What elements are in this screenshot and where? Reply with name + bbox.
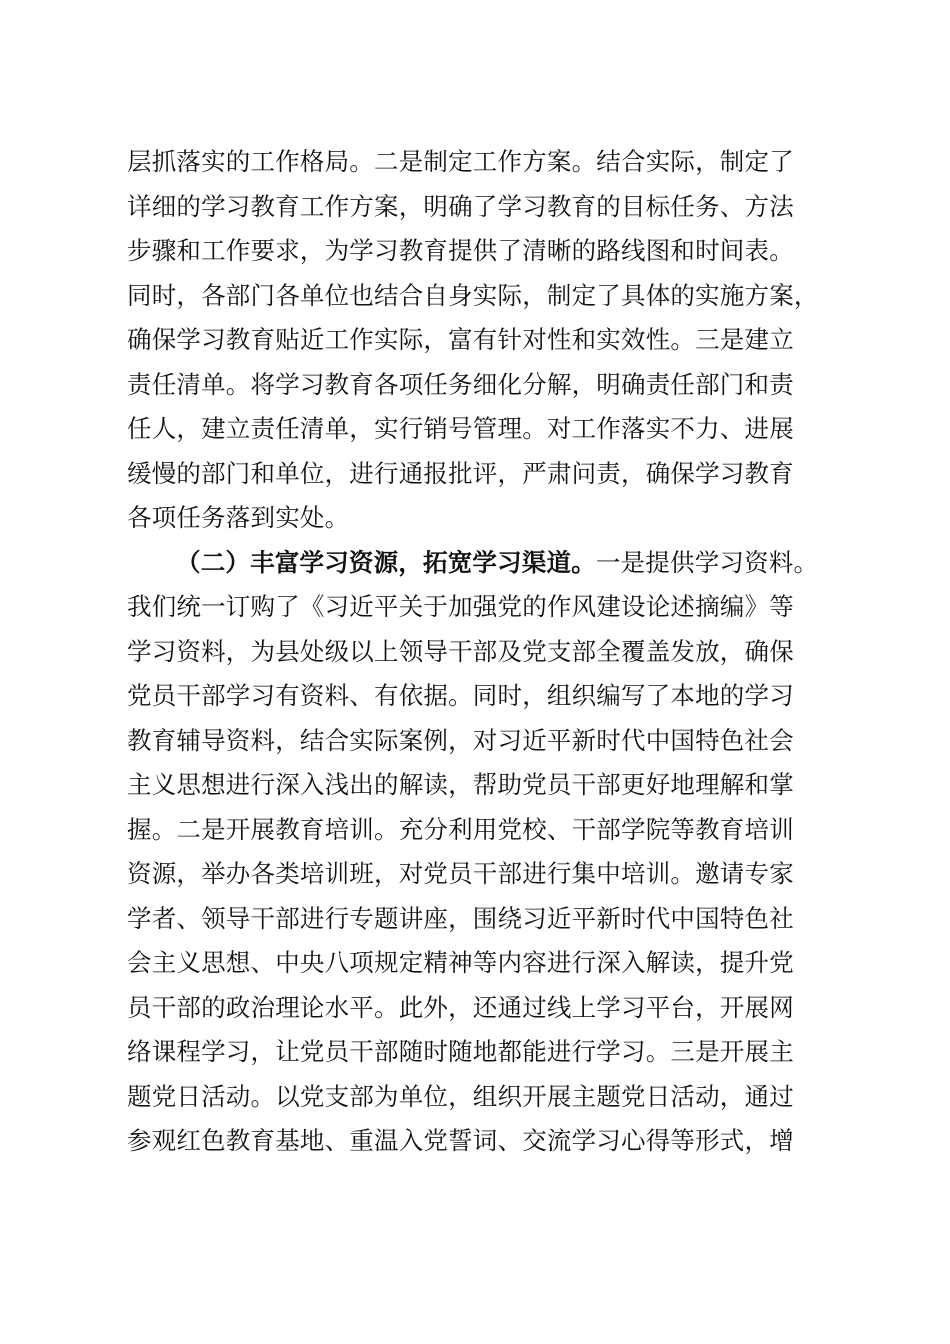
text-line: 主义思想进行深入浅出的解读，帮助党员干部更好地理解和掌: [127, 770, 794, 799]
text-line: 任人，建立责任清单，实行销号管理。对工作落实不力、进展: [127, 414, 794, 443]
text-line: 学习资料，为县处级以上领导干部及党支部全覆盖发放，确保: [127, 636, 794, 666]
text-line: 络课程学习，让党员干部随时随地都能进行学习。三是开展主: [127, 1037, 794, 1066]
text-line: 握。二是开展教育培训。充分利用党校、干部学院等教育培训: [127, 814, 794, 844]
text-line: 教育辅导资料，结合实际案例，对习近平新时代中国特色社会: [127, 725, 794, 755]
text-line: 参观红色教育基地、重温入党誓词、交流学习心得等形式，增: [127, 1126, 794, 1155]
text-line: 同时，各部门各单位也结合自身实际，制定了具体的实施方案，: [127, 280, 819, 310]
text-line: 缓慢的部门和单位，进行通报批评，严肃问责，确保学习教育: [127, 458, 794, 488]
text-line: 学者、领导干部进行专题讲座，围绕习近平新时代中国特色社: [127, 903, 794, 933]
text-line: 资源，举办各类培训班，对党员干部进行集中培训。邀请专家: [127, 859, 794, 888]
text-line-rest: 一是提供学习资料。: [595, 547, 819, 577]
text-line: 会主义思想、中央八项规定精神等内容进行深入解读，提升党: [127, 948, 794, 977]
text-line: 确保学习教育贴近工作实际，富有针对性和实效性。三是建立: [127, 325, 794, 354]
section-heading-line: [127, 541, 827, 586]
text-line: 层抓落实的工作格局。二是制定工作方案。结合实际，制定了: [127, 147, 794, 176]
paragraph-1: [127, 140, 827, 541]
text-line: 员干部的政治理论水平。此外，还通过线上学习平台，开展网: [127, 992, 794, 1022]
section-heading: （二）丰富学习资源，拓宽学习渠道。: [176, 547, 596, 577]
text-line: 各项任务落到实处。: [127, 503, 350, 532]
text-line: 我们统一订购了《习近平关于加强党的作风建设论述摘编》等: [127, 592, 794, 621]
text-line: 责任清单。将学习教育各项任务细化分解，明确责任部门和责: [127, 369, 794, 399]
paragraph-2: [127, 541, 827, 1164]
document-body: [127, 140, 827, 1164]
text-line: 步骤和工作要求，为学习教育提供了清晰的路线图和时间表。: [127, 236, 794, 265]
text-line: 详细的学习教育工作方案，明确了学习教育的目标任务、方法: [127, 191, 794, 221]
text-line: 党员干部学习有资料、有依据。同时，组织编写了本地的学习: [127, 681, 794, 710]
text-line: 题党日活动。以党支部为单位，组织开展主题党日活动，通过: [127, 1081, 794, 1111]
